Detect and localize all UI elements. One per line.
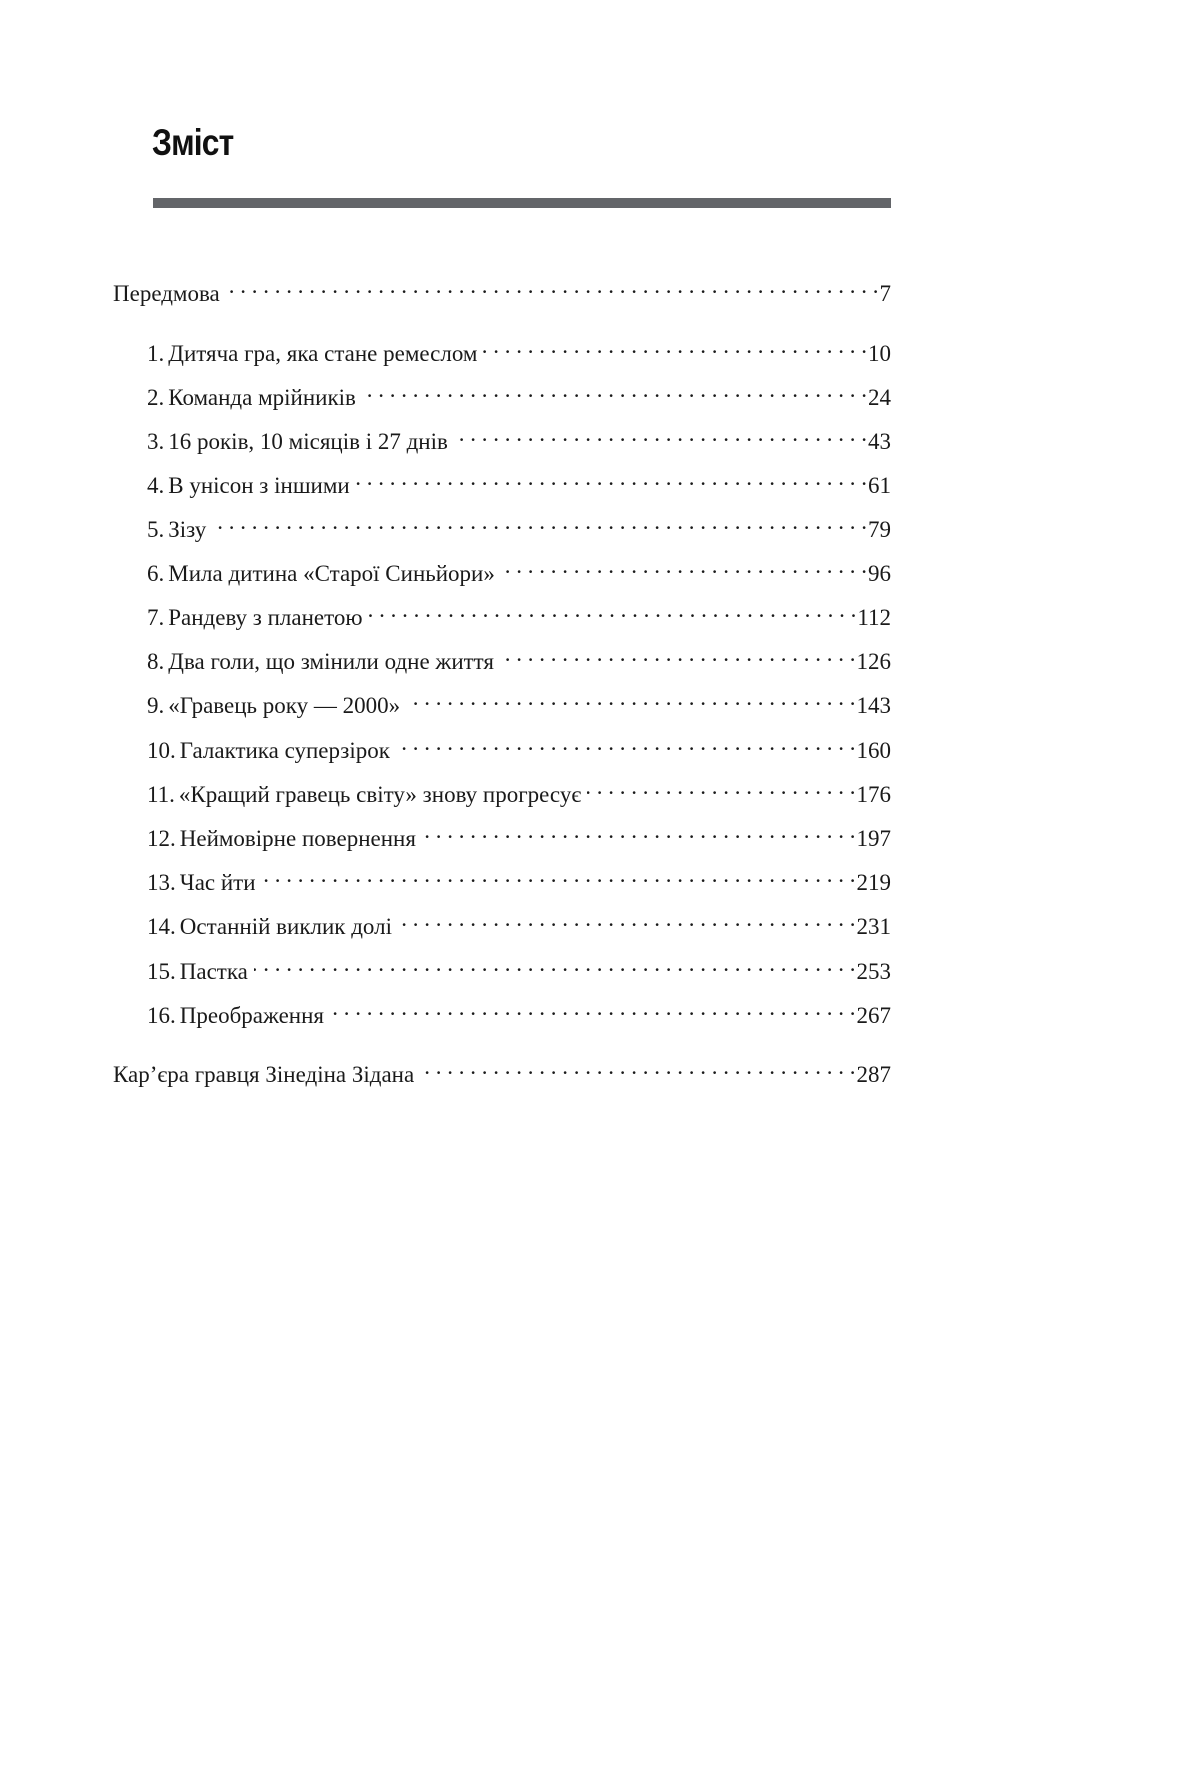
toc-entry-chapter-3[interactable] bbox=[147, 419, 891, 457]
toc-page-number: 24 bbox=[868, 385, 891, 410]
toc-page-number: 176 bbox=[856, 782, 891, 807]
toc-entry-label bbox=[147, 824, 422, 854]
toc-entry-career[interactable] bbox=[113, 1052, 891, 1090]
chapter-title: «Гравець року — 2000» bbox=[168, 693, 401, 718]
toc-page-number: 197 bbox=[856, 826, 891, 851]
toc-entry-chapter-9[interactable] bbox=[147, 683, 891, 721]
chapter-title: «Кращий гравець світу» знову прогресує bbox=[178, 782, 582, 807]
chapter-title: В унісон з іншими bbox=[168, 473, 350, 498]
toc-entry-label bbox=[147, 868, 262, 898]
toc-page-number: 61 bbox=[868, 473, 891, 498]
chapter-number: 7. bbox=[147, 605, 165, 630]
dot-leader bbox=[356, 463, 867, 493]
chapter-title: Пастка bbox=[179, 959, 248, 984]
chapter-title: Останній виклик долі bbox=[179, 914, 392, 939]
chapter-number: 10. bbox=[147, 738, 176, 763]
chapter-title: Зізу bbox=[168, 517, 207, 542]
toc-entry-label bbox=[147, 427, 454, 457]
dot-leader bbox=[420, 1052, 855, 1082]
toc-entry-chapter-13[interactable] bbox=[147, 860, 891, 898]
toc-page-number: 79 bbox=[868, 517, 891, 542]
toc-entry-label: Кар’єра гравця Зінедіна Зідана bbox=[113, 1062, 415, 1087]
toc-entry-chapter-1[interactable] bbox=[147, 331, 891, 369]
toc-entry-label bbox=[147, 647, 500, 677]
toc-entry-preface[interactable] bbox=[113, 271, 891, 309]
toc-entry-label bbox=[147, 471, 356, 501]
dot-leader bbox=[369, 595, 857, 625]
dot-leader bbox=[406, 683, 855, 713]
dot-leader bbox=[422, 816, 856, 846]
dot-leader bbox=[362, 375, 867, 405]
toc-page-number: 126 bbox=[856, 649, 891, 674]
toc-entry-label bbox=[147, 1001, 330, 1031]
chapter-title: 16 років, 10 місяців і 27 днів bbox=[168, 429, 448, 454]
toc-entry-chapter-14[interactable] bbox=[147, 904, 891, 942]
chapter-title: Команда мрійників bbox=[168, 385, 356, 410]
toc-entry-chapter-16[interactable] bbox=[147, 993, 891, 1031]
dot-leader bbox=[587, 772, 855, 802]
chapter-number: 1. bbox=[147, 341, 165, 366]
toc-page-number: 231 bbox=[856, 914, 891, 939]
toc-page-number: 7 bbox=[879, 281, 891, 306]
toc-entry-chapter-2[interactable] bbox=[147, 375, 891, 413]
toc-page-number: 219 bbox=[856, 870, 891, 895]
toc-entry-chapter-4[interactable] bbox=[147, 463, 891, 501]
toc-entry-chapter-6[interactable] bbox=[147, 551, 891, 589]
toc-entry-label bbox=[147, 515, 212, 545]
toc-entry-chapter-12[interactable] bbox=[147, 816, 891, 854]
chapter-number: 9. bbox=[147, 693, 165, 718]
dot-leader bbox=[226, 271, 879, 301]
toc-entry-chapter-10[interactable] bbox=[147, 728, 891, 766]
chapter-number: 16. bbox=[147, 1003, 176, 1028]
chapter-number: 11. bbox=[147, 782, 175, 807]
toc-entry-label bbox=[147, 691, 406, 721]
chapter-number: 13. bbox=[147, 870, 176, 895]
dot-leader bbox=[212, 507, 867, 537]
toc-entry-label bbox=[147, 603, 369, 633]
chapter-number: 14. bbox=[147, 914, 176, 939]
chapter-title: Два голи, що змінили одне життя bbox=[168, 649, 495, 674]
toc-entry-chapter-7[interactable] bbox=[147, 595, 891, 633]
toc-page-number: 267 bbox=[856, 1003, 891, 1028]
toc-entry-label bbox=[147, 957, 254, 987]
toc-entry-label bbox=[147, 780, 587, 810]
toc-entry-label bbox=[147, 339, 483, 369]
toc-entry-chapter-8[interactable] bbox=[147, 639, 891, 677]
dot-leader bbox=[254, 949, 856, 979]
toc-entry-label: Передмова bbox=[113, 281, 220, 306]
dot-leader bbox=[398, 904, 856, 934]
chapter-number: 15. bbox=[147, 959, 176, 984]
toc-entry-label bbox=[147, 736, 396, 766]
dot-leader bbox=[501, 551, 867, 581]
chapter-number: 8. bbox=[147, 649, 165, 674]
toc-entry-label bbox=[147, 559, 501, 589]
toc-entry-chapter-15[interactable] bbox=[147, 949, 891, 987]
dot-leader bbox=[483, 331, 867, 361]
chapter-title: Рандеву з планетою bbox=[168, 605, 363, 630]
toc-page-number: 143 bbox=[856, 693, 891, 718]
chapter-number: 12. bbox=[147, 826, 176, 851]
chapter-title: Мила дитина «Старої Синьйори» bbox=[168, 561, 495, 586]
chapter-title: Преображення bbox=[179, 1003, 324, 1028]
dot-leader bbox=[396, 728, 856, 758]
chapter-title: Час йти bbox=[179, 870, 256, 895]
chapter-number: 4. bbox=[147, 473, 165, 498]
dot-leader bbox=[262, 860, 856, 890]
chapter-number: 3. bbox=[147, 429, 165, 454]
toc-entry-label bbox=[147, 383, 362, 413]
chapter-title: Дитяча гра, яка стане ремеслом bbox=[168, 341, 478, 366]
toc-page-number: 10 bbox=[868, 341, 891, 366]
dot-leader bbox=[454, 419, 867, 449]
toc-page-number: 43 bbox=[868, 429, 891, 454]
toc-page-number: 287 bbox=[856, 1062, 891, 1087]
toc-entry-chapter-11[interactable] bbox=[147, 772, 891, 810]
toc-entry-chapter-5[interactable] bbox=[147, 507, 891, 545]
chapter-number: 6. bbox=[147, 561, 165, 586]
toc-entry-label bbox=[147, 912, 398, 942]
toc-page-number: 112 bbox=[857, 605, 891, 630]
toc-page-number: 160 bbox=[856, 738, 891, 763]
page-title: Зміст bbox=[152, 122, 234, 163]
chapter-number: 5. bbox=[147, 517, 165, 542]
toc-page-number: 253 bbox=[856, 959, 891, 984]
dot-leader bbox=[330, 993, 856, 1023]
chapter-title: Галактика суперзірок bbox=[179, 738, 390, 763]
chapter-title: Неймовірне повернення bbox=[179, 826, 416, 851]
dot-leader bbox=[500, 639, 855, 669]
chapter-number: 2. bbox=[147, 385, 165, 410]
toc-page-number: 96 bbox=[868, 561, 891, 586]
